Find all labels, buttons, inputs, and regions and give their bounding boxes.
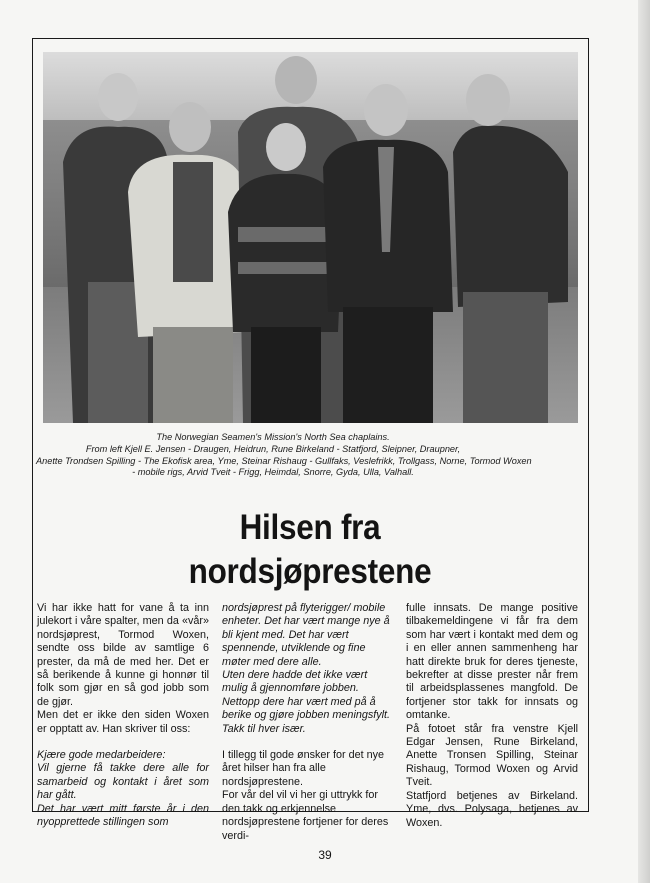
caption-line: - mobile rigs, Arvid Tveit - Frigg, Heimdal, Snorre, Gyda, Ulla, Valhall.	[132, 467, 414, 478]
caption-line: From left Kjell E. Jensen - Draugen, Heidrun, Rune Birkeland - Statfjord, Sleipner, Draupner,	[85, 443, 461, 454]
letter-paragraph: Uten dere hadde det ikke vært mulig å gjennomføre jobben.	[222, 669, 368, 695]
caption-line: Anette Trondsen Spilling - The Ekofisk area, Yme, Steinar Rishaug - Gullfaks, Veslefrikk, Trollgass, Norne, Tormod Woxen	[36, 455, 532, 466]
letter-paragraph: Det har vært mitt første år i den nyopprettede stillingen som	[37, 802, 209, 829]
page-edge	[638, 0, 650, 883]
letter-paragraph: Vil gjerne få takke dere alle for samarbeid og kontakt i året som har gått.	[37, 762, 209, 802]
paragraph: Statfjord betjenes av Birkeland. Yme, dvs. Polysaga, betjenes av Woxen.	[406, 789, 578, 829]
letter-greeting: Kjære gode medarbeidere:	[37, 749, 166, 762]
paragraph: Men det er ikke den siden Woxen er opptatt av. Han skriver til oss:	[37, 709, 209, 735]
text-column-3	[406, 602, 578, 830]
paragraph: I tillegg til gode ønsker for det nye året hilser han fra alle nordsjøprestene.	[222, 749, 385, 788]
article-headline	[166, 506, 454, 594]
text-column-2	[222, 602, 394, 843]
headline-line-1: Hilsen fra	[239, 508, 381, 547]
headline-line-2: nordsjøprestene	[188, 552, 432, 591]
letter-paragraph: nordsjøprest på flyterigger/ mobile enheter. Det har vært mange nye å bli kjent med. Det har vært spennende, utviklende og fine møter med dere alle.	[222, 602, 390, 668]
paragraph: Vi har ikke hatt for vane å ta inn julekort i våre spalter, men da «vår» nordsjøprest, Tormod Woxen, sendte oss bilde av samtlige 6 prester, da må de med her. Det er så berikende å kunne gi honnør til folk som gjør en så god jobb som de gjør.	[37, 602, 209, 708]
photo-caption	[36, 432, 532, 479]
page-number: 39	[318, 848, 332, 862]
paragraph: På fotoet står fra venstre Kjell Edgar Jensen, Rune Birkeland, Anette Tronsen Spilling, Steinar Rishaug, Tormod Woxen og Arvid Tveit.	[406, 722, 578, 789]
caption-line: The Norwegian Seamen's Mission's North Sea chaplains.	[156, 432, 390, 442]
group-photo	[43, 52, 578, 423]
letter-paragraph: Nettopp dere har vært med på å berike og gjøre jobben meningsfylt. Takk til hver især.	[222, 695, 391, 735]
paragraph: fulle innsats. De mange positive tilbakemeldingene vi får fra dem som har vært i kontakt med dem og i en eller annen sammenheng har hatt direkte bruk for deres tjeneste, bekrefter at disse prester når frem til arbeidsplassenes mangfold. De fortjener stor takk for innsats og omtanke.	[406, 602, 578, 722]
text-column-1	[37, 602, 209, 830]
paragraph: For vår del vil vi her gi uttrykk for den takk og erkjennelse nordsjøprestene fortjener for deres verdi-	[222, 789, 389, 842]
